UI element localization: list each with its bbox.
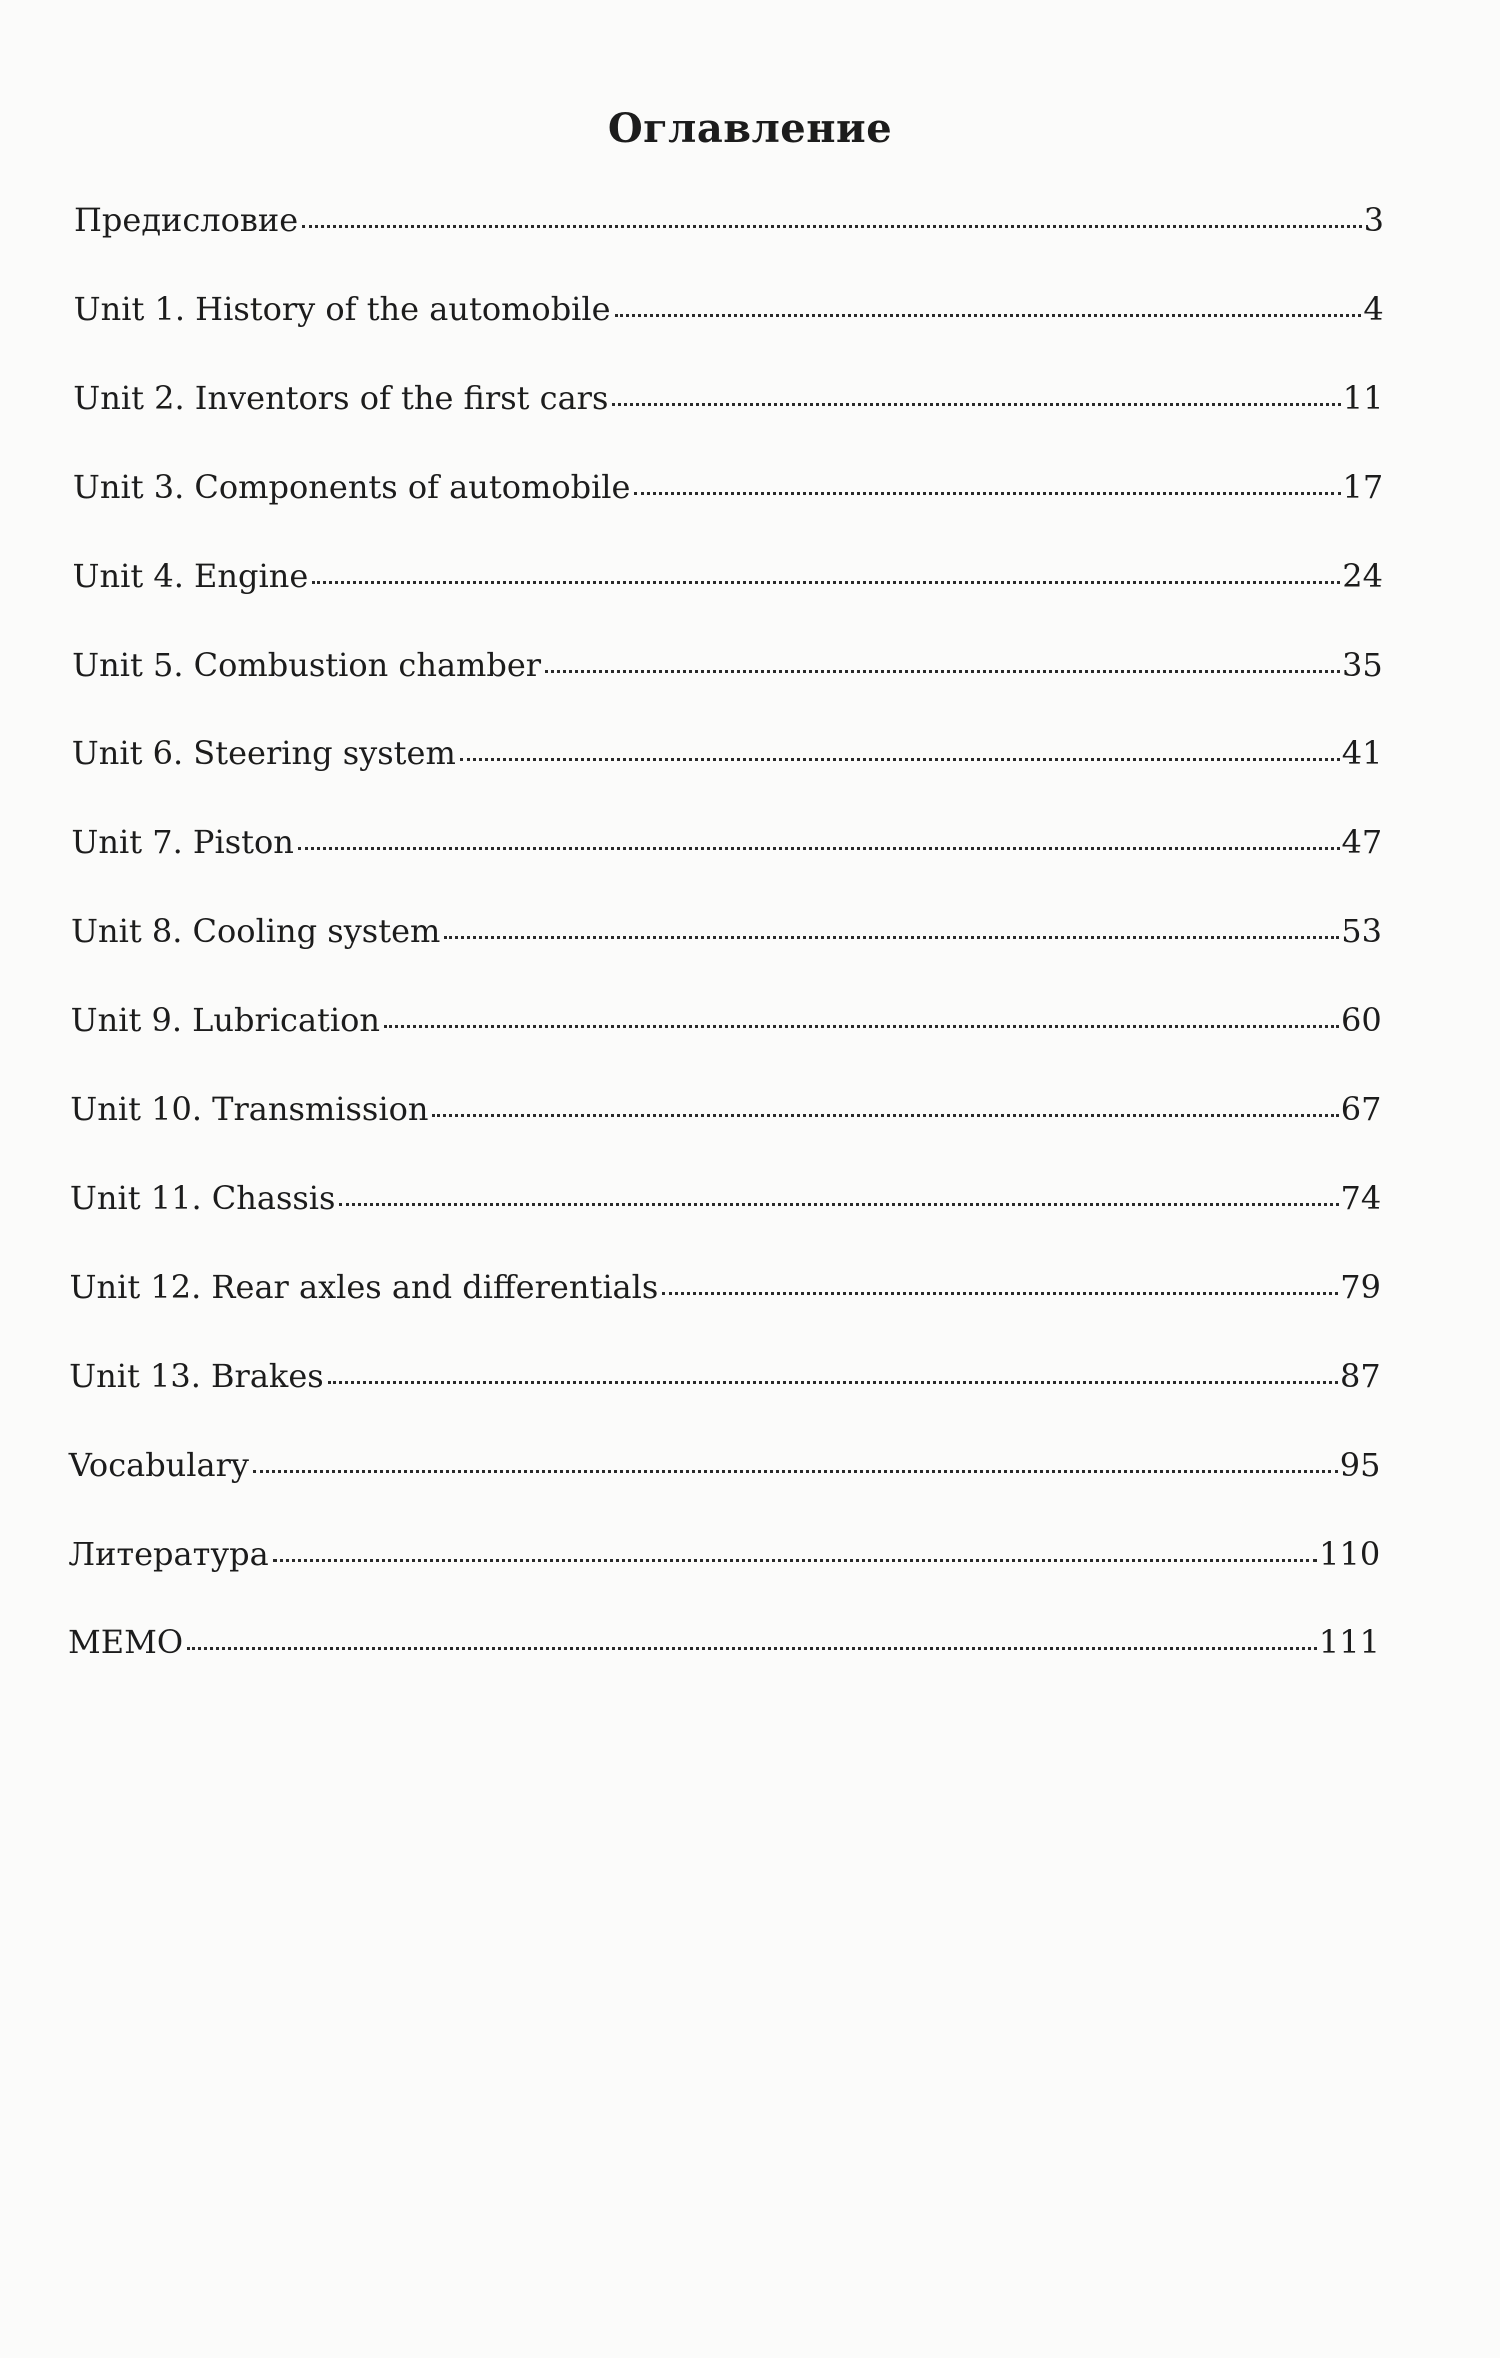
- toc-entry: [74, 200, 1384, 240]
- toc-entry-label: Unit 8. Cooling system: [71, 912, 441, 951]
- toc-entry: [69, 1445, 1381, 1485]
- toc-entry-label: MEMO: [68, 1623, 184, 1662]
- toc-entry-label: Unit 12. Rear axles and differentials: [69, 1267, 659, 1306]
- toc-entry-page-number: 11: [1342, 378, 1384, 417]
- toc-dot-leader: [634, 492, 1340, 495]
- toc-dot-leader: [545, 670, 1340, 673]
- toc-entry-label: Vocabulary: [68, 1445, 249, 1484]
- toc-entry-page-number: 3: [1363, 201, 1384, 239]
- toc-entry: [73, 556, 1384, 596]
- toc-entry-label: Литература: [68, 1534, 269, 1573]
- toc-dot-leader: [298, 847, 1340, 850]
- toc-entry-label: Предисловие: [74, 201, 299, 239]
- toc-entry-label: Unit 4. Engine: [72, 556, 309, 595]
- toc-entry-label: Unit 6. Steering system: [71, 734, 456, 773]
- toc-entry: [73, 467, 1383, 507]
- toc-dot-leader: [432, 1114, 1338, 1117]
- toc-entry-page-number: 60: [1341, 1001, 1382, 1040]
- toc-dot-leader: [273, 1559, 1317, 1562]
- toc-entry-page-number: 87: [1340, 1356, 1381, 1395]
- toc-entry: [68, 1622, 1380, 1662]
- toc-dot-leader: [662, 1292, 1338, 1295]
- toc-entry: [70, 1178, 1381, 1218]
- toc-entry: [72, 733, 1383, 773]
- toc-entry-label: Unit 3. Components of automobile: [72, 467, 631, 506]
- toc-entry-page-number: 95: [1339, 1445, 1381, 1484]
- toc-entry: [70, 1089, 1381, 1129]
- toc-entry: [72, 645, 1383, 685]
- toc-entry-label: Unit 5. Combustion chamber: [72, 645, 542, 684]
- toc-entry: [69, 1356, 1381, 1396]
- toc-entry-page-number: 79: [1340, 1267, 1381, 1306]
- toc-entry: [71, 822, 1382, 862]
- toc-entry: [71, 911, 1382, 951]
- toc-entry-page-number: 110: [1319, 1534, 1381, 1573]
- toc-dot-leader: [444, 936, 1339, 939]
- toc-dot-leader: [615, 314, 1362, 317]
- toc-entry-label: Unit 11. Chassis: [69, 1178, 336, 1217]
- toc-dot-leader: [328, 1381, 1338, 1384]
- toc-entry-page-number: 53: [1341, 912, 1382, 951]
- toc-entry-page-number: 35: [1342, 645, 1383, 684]
- toc-entry-page-number: 47: [1341, 823, 1383, 862]
- toc-entry-page-number: 111: [1318, 1623, 1380, 1662]
- toc-entry: [70, 1267, 1382, 1307]
- page-title: Оглавление: [607, 105, 893, 152]
- toc-entry-page-number: 41: [1341, 734, 1383, 773]
- toc-entry-page-number: 74: [1340, 1178, 1382, 1217]
- toc-dot-leader: [460, 758, 1340, 761]
- toc-dot-leader: [612, 403, 1340, 406]
- toc-dot-leader: [187, 1647, 1317, 1650]
- toc-entry-label: Unit 13. Brakes: [69, 1356, 324, 1395]
- toc-entry-label: Unit 7. Piston: [71, 823, 294, 862]
- toc-entry-page-number: 4: [1363, 289, 1384, 328]
- toc-entry-label: Unit 9. Lubrication: [70, 1001, 381, 1040]
- toc-entry-page-number: 24: [1342, 556, 1383, 595]
- toc-dot-leader: [312, 581, 1340, 584]
- toc-dot-leader: [339, 1203, 1338, 1206]
- toc-entry-label: Unit 10. Transmission: [70, 1090, 429, 1128]
- toc-dot-leader: [302, 225, 1361, 228]
- toc-dot-leader: [384, 1025, 1339, 1028]
- toc-dot-leader: [253, 1470, 1338, 1473]
- toc-entry: [73, 378, 1383, 418]
- toc-entry: [68, 1534, 1380, 1574]
- toc-entry-page-number: 17: [1342, 467, 1384, 506]
- toc-entry-label: Unit 1. History of the automobile: [73, 289, 611, 328]
- toc-entry: [71, 1000, 1382, 1040]
- toc-entry: [74, 289, 1384, 329]
- toc-entry-page-number: 67: [1340, 1090, 1382, 1128]
- toc-entry-label: Unit 2. Inventors of the first cars: [73, 378, 609, 417]
